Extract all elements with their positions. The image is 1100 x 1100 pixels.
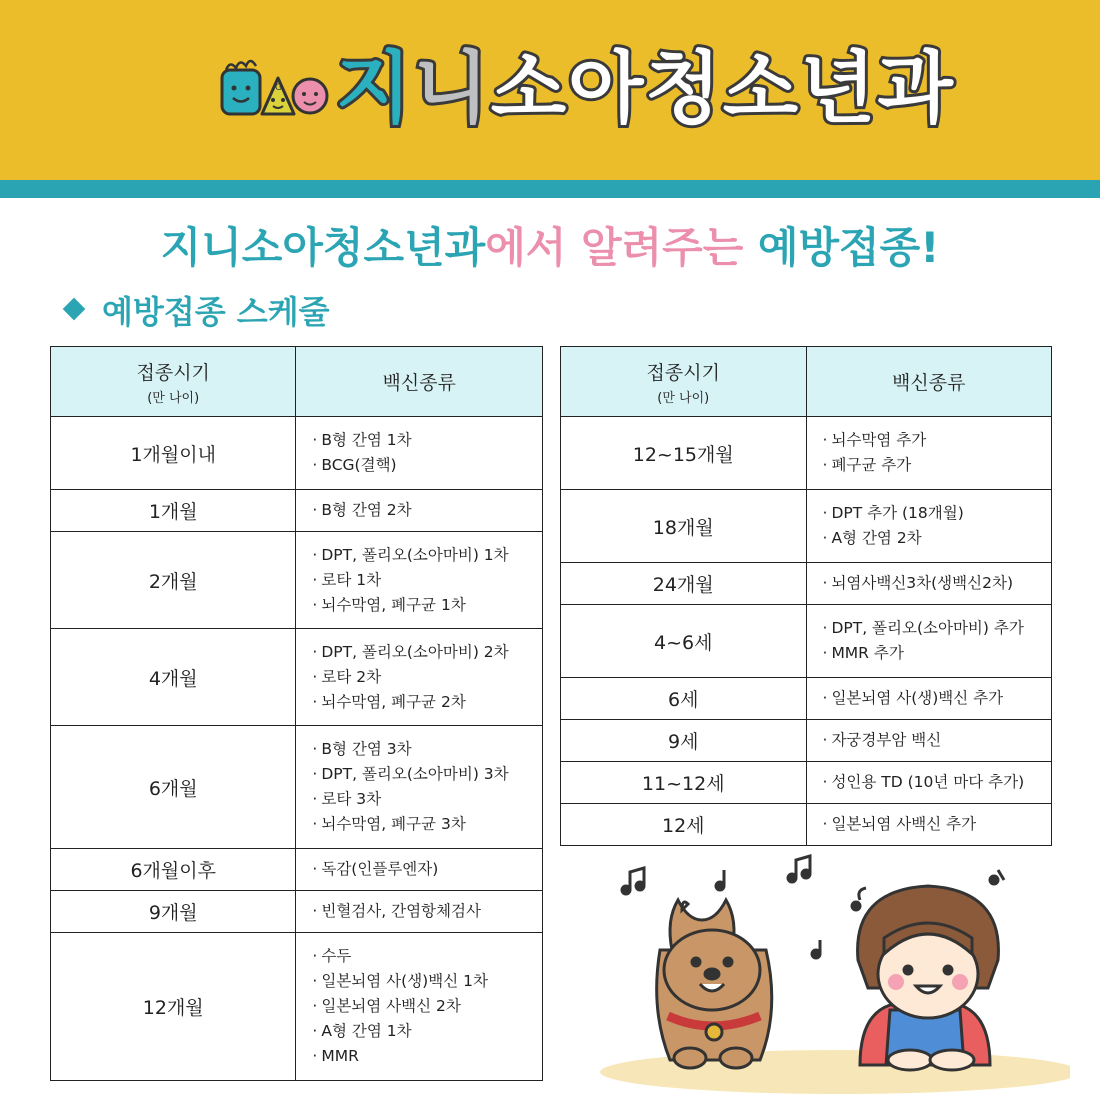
headline-clinic-name: 지니소아청소년과	[160, 223, 486, 272]
vaccine-item: · DPT 추가 (18개월)	[823, 501, 1052, 526]
period-cell: 2개월	[51, 532, 296, 629]
period-cell: 9세	[561, 720, 807, 762]
schedule-row	[561, 417, 1052, 490]
vaccine-cell	[806, 804, 1052, 846]
vaccine-item: · 자궁경부암 백신	[823, 728, 1052, 753]
schedule-row	[51, 532, 543, 629]
vaccine-cell	[296, 726, 543, 849]
vaccine-cell	[296, 933, 543, 1081]
headline-middle: 에서 알려주는	[485, 223, 758, 272]
girl-character	[858, 886, 999, 1070]
vaccine-item: · 뇌수막염, 폐구균 3차	[312, 812, 542, 837]
period-cell: 12개월	[51, 933, 296, 1081]
logo-characters-icon	[218, 56, 330, 120]
vaccine-item: · 성인용 TD (10년 마다 추가)	[823, 770, 1052, 795]
vaccine-item: · B형 간염 2차	[312, 498, 542, 523]
vaccine-item: · 뇌염사백신3차(생백신2차)	[823, 571, 1052, 596]
dog-character	[657, 900, 772, 1068]
schedule-row	[561, 804, 1052, 846]
page-headline	[0, 220, 1100, 276]
vaccine-item: · MMR	[312, 1044, 542, 1069]
vaccine-header-label: 백신종류	[892, 372, 966, 394]
schedule-row	[51, 933, 543, 1081]
period-cell: 1개월	[51, 490, 296, 532]
period-cell: 18개월	[561, 490, 807, 563]
schedule-row	[51, 417, 543, 490]
header-banner	[0, 0, 1100, 180]
vaccine-item: · 일본뇌염 사(생)백신 1차	[312, 969, 542, 994]
vaccine-item: · MMR 추가	[823, 641, 1052, 666]
vaccine-item: · 폐구균 추가	[823, 453, 1052, 478]
vaccine-item: · B형 간염 1차	[312, 428, 542, 453]
vaccine-item: · 뇌수막염, 폐구균 1차	[312, 593, 542, 618]
vaccine-item: · 로타 2차	[312, 665, 542, 690]
schedule-row	[51, 891, 543, 933]
logo-char-1: 지	[336, 44, 414, 134]
period-cell: 4개월	[51, 629, 296, 726]
vaccine-item: · 뇌수막염, 폐구균 2차	[312, 690, 542, 715]
vaccine-cell	[296, 532, 543, 629]
logo-char-rest: 소아청소년과	[490, 44, 955, 134]
vaccine-header-label: 백신종류	[382, 372, 456, 394]
vaccine-item: · A형 간염 2차	[823, 526, 1052, 551]
period-cell: 12세	[561, 804, 807, 846]
vaccine-item: · 일본뇌염 사백신 추가	[823, 812, 1052, 837]
vaccine-item: · 뇌수막염 추가	[823, 428, 1052, 453]
vaccine-cell	[296, 417, 543, 490]
schedule-row	[561, 490, 1052, 563]
schedule-body-right	[561, 417, 1052, 846]
vaccine-cell	[296, 891, 543, 933]
vaccine-item: · BCG(결핵)	[312, 453, 542, 478]
period-cell: 6개월이후	[51, 849, 296, 891]
svg-text:G: G	[275, 83, 282, 93]
period-cell: 4~6세	[561, 605, 807, 678]
vaccine-item: · 로타 1차	[312, 568, 542, 593]
clinic-logo[interactable]	[218, 44, 955, 140]
vaccine-item: · DPT, 폴리오(소아마비) 1차	[312, 543, 542, 568]
period-column-header	[561, 347, 807, 417]
period-header-sub: (만 나이)	[657, 390, 710, 406]
logo-wordmark	[336, 44, 955, 134]
period-cell: 11~12세	[561, 762, 807, 804]
vaccine-item: · 일본뇌염 사(생)백신 추가	[823, 686, 1052, 711]
header-divider-stripe	[0, 180, 1100, 198]
schedule-row	[561, 605, 1052, 678]
schedule-table-right	[560, 346, 1052, 846]
schedule-row	[51, 629, 543, 726]
vaccine-item: · DPT, 폴리오(소아마비) 추가	[823, 616, 1052, 641]
vaccine-cell	[806, 563, 1052, 605]
period-column-header	[51, 347, 296, 417]
period-cell: 12~15개월	[561, 417, 807, 490]
dog-and-girl-illustration	[590, 850, 1070, 1095]
vaccine-column-header	[296, 347, 543, 417]
vaccine-cell	[806, 720, 1052, 762]
vaccine-cell	[296, 490, 543, 532]
vaccine-cell	[296, 629, 543, 726]
period-cell: 6개월	[51, 726, 296, 849]
schedule-row	[561, 678, 1052, 720]
schedule-table-left	[50, 346, 543, 1081]
vaccine-item: · 수두	[312, 944, 542, 969]
vaccine-item: · 일본뇌염 사백신 2차	[312, 994, 542, 1019]
vaccine-cell	[806, 490, 1052, 563]
vaccine-cell	[806, 417, 1052, 490]
vaccine-cell	[806, 762, 1052, 804]
vaccine-item: · 로타 3차	[312, 787, 542, 812]
vaccine-item: · 독감(인플루엔자)	[312, 857, 542, 882]
vaccine-item: · DPT, 폴리오(소아마비) 2차	[312, 640, 542, 665]
section-title-text: 예방접종 스케줄	[102, 293, 330, 331]
period-cell: 9개월	[51, 891, 296, 933]
period-header-label: 접종시기	[136, 361, 210, 384]
schedule-row	[51, 726, 543, 849]
schedule-row	[51, 849, 543, 891]
period-cell: 1개월이내	[51, 417, 296, 490]
vaccine-item: · A형 간염 1차	[312, 1019, 542, 1044]
schedule-row	[51, 490, 543, 532]
period-header-sub: (만 나이)	[147, 390, 200, 406]
vaccine-item: · DPT, 폴리오(소아마비) 3차	[312, 762, 542, 787]
schedule-row	[561, 762, 1052, 804]
vaccine-cell	[806, 605, 1052, 678]
headline-end: 예방접종!	[757, 223, 940, 272]
period-cell: 24개월	[561, 563, 807, 605]
vaccine-cell	[806, 678, 1052, 720]
section-title	[66, 290, 330, 334]
schedule-body-left	[51, 417, 543, 1081]
vaccine-item: · B형 간염 3차	[312, 737, 542, 762]
period-header-label: 접종시기	[646, 361, 720, 384]
vaccine-item: · 빈혈검사, 간염항체검사	[312, 899, 542, 924]
period-cell: 6세	[561, 678, 807, 720]
diamond-bullet-icon	[63, 298, 86, 321]
schedule-row	[561, 720, 1052, 762]
schedule-row	[561, 563, 1052, 605]
vaccine-cell	[296, 849, 543, 891]
logo-char-2: 니	[413, 44, 491, 134]
vaccine-column-header	[806, 347, 1052, 417]
